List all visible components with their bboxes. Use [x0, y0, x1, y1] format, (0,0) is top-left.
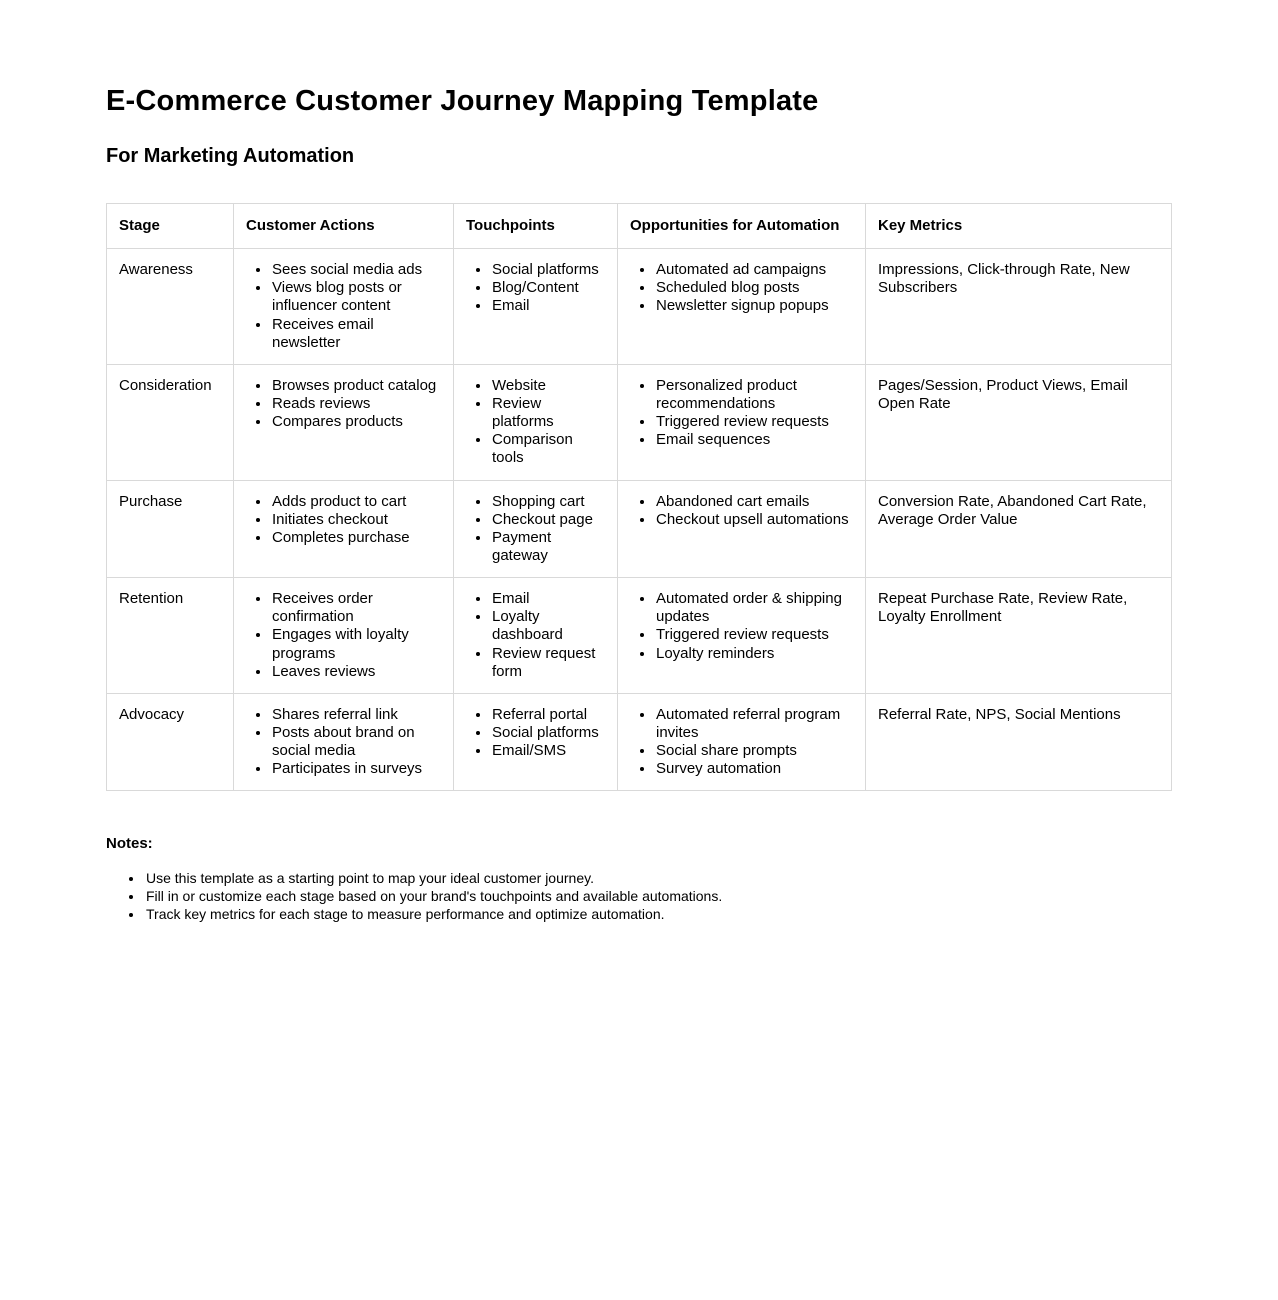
list-item: • Comparison tools	[491, 431, 605, 467]
list-item: • Automated ad campaigns	[655, 261, 853, 279]
customer-actions-cell	[234, 480, 454, 578]
list-item: • Views blog posts or influencer content	[271, 279, 441, 315]
notes-heading: Notes:	[106, 835, 153, 853]
touchpoints-cell	[454, 364, 618, 480]
list-item: • Automated order & shipping updates	[655, 590, 853, 626]
list-item: • Engages with loyalty programs	[271, 626, 441, 662]
list-item: • Review platforms	[491, 395, 605, 431]
list-item: • Posts about brand on social media	[271, 724, 441, 760]
opportunities-list	[630, 706, 853, 779]
table-row	[107, 249, 1172, 365]
opportunities-list	[630, 261, 853, 315]
touchpoints-cell	[454, 693, 618, 791]
customer-actions-cell	[234, 578, 454, 694]
table-row	[107, 364, 1172, 480]
list-item: • Social platforms	[491, 724, 605, 742]
list-item: • Email	[491, 590, 605, 608]
list-item: • Email/SMS	[491, 742, 605, 760]
list-item: • Payment gateway	[491, 529, 605, 565]
opportunities-list	[630, 590, 853, 663]
list-item: • Leaves reviews	[271, 663, 441, 681]
customer-actions-list	[246, 493, 441, 547]
column-header: Stage	[107, 204, 234, 249]
list-item: • Shopping cart	[491, 493, 605, 511]
list-item: • Social platforms	[491, 261, 605, 279]
note-item: • Fill in or customize each stage based on your brand's touchpoints and available automations.	[144, 887, 1173, 905]
list-item: • Abandoned cart emails	[655, 493, 853, 511]
list-item: • Participates in surveys	[271, 760, 441, 778]
list-item: • Website	[491, 377, 605, 395]
list-item: • Checkout page	[491, 511, 605, 529]
touchpoints-list	[466, 493, 605, 566]
list-item: • Checkout upsell automations	[655, 511, 853, 529]
list-item: • Sees social media ads	[271, 261, 441, 279]
opportunities-cell	[618, 249, 866, 365]
page-subtitle: For Marketing Automation	[106, 145, 355, 167]
opportunities-list	[630, 377, 853, 450]
note-item: • Use this template as a starting point to map your ideal customer journey.	[144, 869, 1173, 887]
notes-section	[106, 835, 1173, 923]
stage-cell: Advocacy	[107, 693, 234, 791]
key-metrics-cell: Pages/Session, Product Views, Email Open Rate	[866, 364, 1172, 480]
list-item: • Loyalty dashboard	[491, 608, 605, 644]
list-item: • Receives order confirmation	[271, 590, 441, 626]
touchpoints-cell	[454, 249, 618, 365]
list-item: • Compares products	[271, 413, 441, 431]
list-item: • Completes purchase	[271, 529, 441, 547]
list-item: • Automated referral program invites	[655, 706, 853, 742]
table-row	[107, 693, 1172, 791]
customer-actions-list	[246, 590, 441, 681]
list-item: • Blog/Content	[491, 279, 605, 297]
list-item: • Scheduled blog posts	[655, 279, 853, 297]
list-item: • Initiates checkout	[271, 511, 441, 529]
table-body	[107, 249, 1172, 791]
stage-cell: Awareness	[107, 249, 234, 365]
list-item: • Email sequences	[655, 431, 853, 449]
opportunities-cell	[618, 364, 866, 480]
opportunities-cell	[618, 578, 866, 694]
list-item: • Social share prompts	[655, 742, 853, 760]
customer-actions-list	[246, 261, 441, 352]
journey-mapping-table	[106, 203, 1172, 791]
touchpoints-list	[466, 590, 605, 681]
stage-cell: Purchase	[107, 480, 234, 578]
column-header: Customer Actions	[234, 204, 454, 249]
list-item: • Newsletter signup popups	[655, 297, 853, 315]
touchpoints-list	[466, 706, 605, 760]
key-metrics-cell: Repeat Purchase Rate, Review Rate, Loyalty Enrollment	[866, 578, 1172, 694]
stage-cell: Retention	[107, 578, 234, 694]
column-header: Touchpoints	[454, 204, 618, 249]
customer-actions-cell	[234, 693, 454, 791]
column-header: Key Metrics	[866, 204, 1172, 249]
touchpoints-cell	[454, 480, 618, 578]
customer-actions-cell	[234, 249, 454, 365]
list-item: • Email	[491, 297, 605, 315]
list-item: • Shares referral link	[271, 706, 441, 724]
table-header-row	[107, 204, 1172, 249]
column-header: Opportunities for Automation	[618, 204, 866, 249]
table-row	[107, 480, 1172, 578]
list-item: • Receives email newsletter	[271, 316, 441, 352]
key-metrics-cell: Impressions, Click-through Rate, New Subscribers	[866, 249, 1172, 365]
list-item: • Survey automation	[655, 760, 853, 778]
stage-cell: Consideration	[107, 364, 234, 480]
list-item: • Referral portal	[491, 706, 605, 724]
list-item: • Adds product to cart	[271, 493, 441, 511]
customer-actions-list	[246, 706, 441, 779]
customer-actions-list	[246, 377, 441, 431]
page-title: E-Commerce Customer Journey Mapping Template	[106, 85, 819, 117]
key-metrics-cell: Conversion Rate, Abandoned Cart Rate, Average Order Value	[866, 480, 1172, 578]
opportunities-cell	[618, 693, 866, 791]
list-item: • Triggered review requests	[655, 413, 853, 431]
list-item: • Browses product catalog	[271, 377, 441, 395]
opportunities-cell	[618, 480, 866, 578]
list-item: • Personalized product recommendations	[655, 377, 853, 413]
notes-list	[106, 869, 1173, 923]
touchpoints-list	[466, 377, 605, 468]
list-item: • Loyalty reminders	[655, 645, 853, 663]
list-item: • Review request form	[491, 645, 605, 681]
touchpoints-cell	[454, 578, 618, 694]
opportunities-list	[630, 493, 853, 529]
note-item: • Track key metrics for each stage to measure performance and optimize automation.	[144, 905, 1173, 923]
table-row	[107, 578, 1172, 694]
list-item: • Triggered review requests	[655, 626, 853, 644]
customer-actions-cell	[234, 364, 454, 480]
touchpoints-list	[466, 261, 605, 315]
list-item: • Reads reviews	[271, 395, 441, 413]
key-metrics-cell: Referral Rate, NPS, Social Mentions	[866, 693, 1172, 791]
